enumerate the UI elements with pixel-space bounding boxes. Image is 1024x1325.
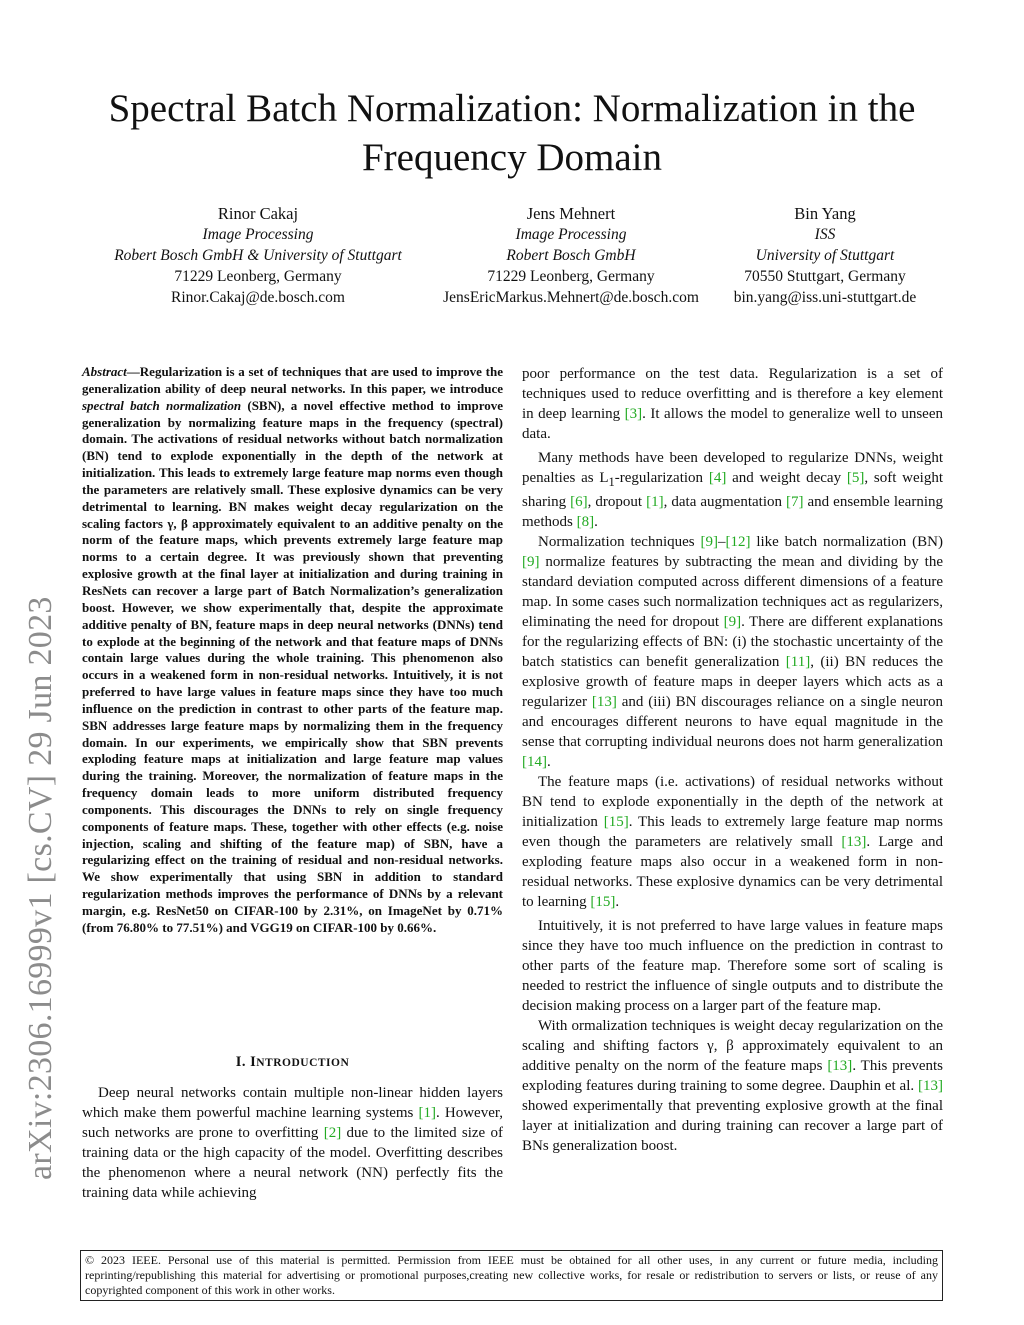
author-address: 70550 Stuttgart, Germany [744, 268, 906, 285]
author-name: Jens Mehnert [526, 204, 616, 223]
citation-link[interactable]: [13] [841, 834, 867, 850]
text-run: . This leads to extremely large feature map norms even though the parameters are relatively small [522, 814, 943, 850]
text-run: and ensemble learning methods [522, 494, 943, 530]
text-run: like batch normalization (BN) [750, 534, 943, 550]
text-run: and weight decay [726, 470, 847, 486]
intro-paragraph-6 [522, 1016, 943, 1156]
text-run: . It allows the model to generalize well to unseen data. [522, 406, 943, 442]
citation-link[interactable]: [1] [418, 1105, 437, 1121]
section-heading-introduction [82, 1054, 503, 1071]
citation-link[interactable]: [5] [846, 470, 865, 486]
abstract-text-1: Regularization is a set of techniques that are used to improve the generalization ability of deep neural networks. In this paper, we introduce [82, 364, 503, 396]
subscript: 1 [608, 475, 615, 489]
arxiv-stamp: arXiv:2306.16999v1 [cs.CV] 29 Jun 2023 [22, 596, 59, 1180]
intro-paragraph-continued [522, 364, 943, 444]
author-dept: Image Processing [515, 226, 627, 243]
author-email: Rinor.Cakaj@de.bosch.com [171, 289, 345, 306]
citation-link[interactable]: [15] [590, 894, 616, 910]
text-run: normalize features by subtracting the mean and dividing by the standard deviation computed across different dimensions of a feature map. In some cases such normalization techniques act as regularizers, eliminating the need for dropout [522, 554, 943, 630]
intro-paragraph-1 [82, 1083, 503, 1203]
text-run: , dropout [587, 494, 647, 510]
author-org: Robert Bosch GmbH & University of Stuttgart [114, 247, 402, 264]
citation-link[interactable]: [6] [570, 494, 588, 510]
author-dept: ISS [814, 226, 836, 243]
author-2 [426, 203, 716, 308]
author-name: Bin Yang [794, 204, 856, 223]
text-run: . [547, 754, 551, 770]
text-run: . However, such networks are prone to overfitting [82, 1105, 503, 1141]
citation-link[interactable]: [8] [576, 514, 595, 530]
section-numeral: I. [235, 1054, 246, 1070]
intro-left-column [82, 1083, 503, 1203]
abstract [82, 364, 503, 937]
citation-link[interactable]: [7] [786, 494, 804, 510]
citation-link[interactable]: [2] [323, 1125, 342, 1141]
citation-link[interactable]: [9] [700, 534, 718, 550]
text-run: poor performance on the test data. Regularization is a set of techniques used to reduce overfitting and is therefore a key element in deep learning [522, 366, 943, 422]
text-run: . [594, 514, 598, 530]
citation-link[interactable]: [11] [785, 654, 811, 670]
citation-link[interactable]: [13] [591, 694, 617, 710]
text-run: showed experimentally that preventing explosive growth at the final layer at initialization and during training can recover a large part of BNs generalization boost. [522, 1098, 943, 1154]
intro-paragraph-4 [522, 772, 943, 912]
author-name: Rinor Cakaj [217, 204, 299, 223]
citation-link[interactable]: [9] [723, 614, 742, 630]
citation-link[interactable]: [1] [646, 494, 664, 510]
citation-link[interactable]: [9] [522, 554, 540, 570]
abstract-text-2: (SBN), a novel effective method to improve generalization by normalizing feature maps in the frequency (spectral) domain. The activations of residual networks without batch normalization (BN) tend to explode exponentially in the depth of the network at initialization. This leads to extremely large feature map norms even though the parameters are relatively small. These explosive dynamics can be very detrimental to learning. BN makes weight decay regularization on the scaling factors γ, β approximately equivalent to an additive penalty on the norm of the feature maps, which prevents extremely large feature map norms to a certain degree. It was previously shown that preventing explosive growth at the final layer at initialization and during training in ResNets can recover a large part of Batch Normalization’s generalization boost. However, we show experimentally that, despite the approximate additive penalty of BN, feature maps in deep neural networks (DNNs) tend to explode at the beginning of the network and that feature maps of DNNs contain large values during the whole training. This phenomenon also occurs in a weakened form in non-residual networks. Intuitively, it is not preferred to have large values in feature maps since they have too much influence on the prediction in contrast to other parts of the feature map. SBN addresses large feature maps by normalizing them in the frequency domain. In our experiments, we empirically show that SBN prevents exploding feature maps at initialization and large feature map values during the training. Moreover, the normalization of feature maps in the frequency domain leads to more uniform distributed frequency components. This discourages the DNNs to rely on single frequency components of feature maps. These, together with other effects (e.g. noise injection, scaling and shifting of the feature map) of SBN, have a regularizing effect on the training of residual and non-residual networks. We show experimentally that using SBN in addition to standard regularization methods improves the performance of DNNs by a relevant margin, e.g. ResNet50 on CIFAR-100 by 2.31%, on ImageNet by 0.71% (from 76.80% to 77.51%) and VGG19 on CIFAR-100 by 0.66%. [82, 397, 503, 935]
text-run: , (ii) BN reduces the explosive growth of feature maps in deeper layers which acts as a regularizer [522, 654, 944, 710]
author-email: JensEricMarkus.Mehnert@de.bosch.com [443, 289, 699, 306]
author-address: 71229 Leonberg, Germany [174, 268, 342, 285]
author-dept: Image Processing [202, 226, 314, 243]
abstract-label: Abstract [82, 364, 127, 379]
citation-link[interactable]: [13] [918, 1078, 943, 1094]
citation-link[interactable]: [4] [708, 470, 727, 486]
text-run: due to the limited size of training data or the high capacity of the model. Overfitting describes the phenomenon where a neural network (NN) perfectly fits the training data while achieving [82, 1125, 503, 1201]
text-run: . [615, 894, 620, 910]
intro-paragraph-3 [522, 532, 943, 772]
copyright-notice: © 2023 IEEE. Personal use of this material is permitted. Permission from IEEE must be obtained for all other uses, in any current or future media, including reprinting/republishing this material for advertising or promotional purposes,creating new collective works, for resale or redistribution to servers or lists, or reuse of any copyrighted component of this work in other works. [80, 1250, 943, 1301]
author-email: bin.yang@iss.uni-stuttgart.de [733, 289, 917, 306]
text-run: Deep neural networks contain multiple non-linear hidden layers which make them powerful machine learning systems [82, 1085, 503, 1121]
text-run: . This prevents exploding features during training to some degree. Dauphin et al. [522, 1058, 943, 1094]
citation-link[interactable]: [14] [522, 754, 547, 770]
text-run: -regularization [614, 470, 709, 486]
author-1 [82, 203, 434, 308]
text-run: . There are different explanations for the regularizing effects of BN: (i) the stochastic uncertainty of the batch statistics can benefit generalization [522, 614, 943, 670]
text-run: With ormalization techniques is weight decay regularization on the scaling and shifting factors γ, β approximately equivalent to an additive penalty on the norm of the feature maps [522, 1018, 943, 1074]
citation-link[interactable]: [15] [603, 814, 629, 830]
text-run: The feature maps (i.e. activations) of residual networks without BN tend to explode exponentially in the depth of the network at initialization [522, 774, 943, 830]
author-org: University of Stuttgart [755, 247, 895, 264]
section-rest: NTRODUCTION [256, 1057, 350, 1069]
right-column [522, 364, 943, 1156]
author-3 [720, 203, 930, 308]
abstract-emphasis: spectral batch normalization [82, 397, 242, 413]
text-run: Normalization techniques [538, 534, 701, 550]
text-run: , soft weight sharing [522, 470, 943, 510]
paper-title: Spectral Batch Normalization: Normalization in the Frequency Domain [108, 87, 916, 179]
text-run: and (iii) BN discourages reliance on a single neuron and encourages different neurons to have equal magnitude in the sense that corrupting individual neurons does not harm generalization [522, 694, 944, 750]
citation-link[interactable]: [3] [624, 406, 643, 422]
author-address: 71229 Leonberg, Germany [487, 268, 655, 285]
abstract-dash: — [126, 364, 140, 379]
citation-link[interactable]: [12] [725, 534, 751, 550]
text-run: Many methods have been developed to regularize DNNs, weight penalties as L [522, 450, 943, 486]
text-run: , data augmentation [663, 494, 787, 510]
intro-paragraph-2 [522, 448, 943, 532]
section-first-letter: I [250, 1054, 257, 1070]
citation-link[interactable]: [13] [827, 1058, 853, 1074]
text-run: Intuitively, it is not preferred to have large values in feature maps since they have too much influence on the prediction in contrast to other parts of the feature map. Therefore some sort of scaling is needed to restrict the influence of single outputs and to distribute the decision making process on a larger part of the feature map. [522, 918, 943, 1014]
author-org: Robert Bosch GmbH [506, 247, 636, 264]
text-run: – [717, 534, 726, 550]
intro-paragraph-5 [522, 916, 943, 1016]
text-run: . Large and exploding feature maps also occur in a weakened form in non-residual networks. These explosive dynamics can be very detrimental to learning [522, 834, 943, 910]
